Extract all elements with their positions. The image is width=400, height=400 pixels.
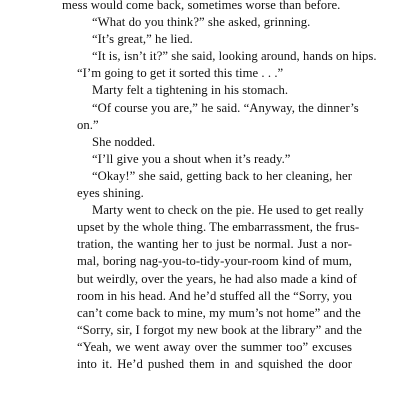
text-line: Marty felt a tightening in his stomach.	[92, 83, 289, 98]
text-line: “Okay!” she said, getting back to her cleaning, her	[92, 168, 352, 183]
text-line: “I’m going to get it sorted this time . . .”	[77, 66, 284, 81]
text-line: “Yeah, we went away over the summer too” excuses	[77, 339, 352, 354]
text-line: into it. He’d pushed them in and squished the door	[77, 356, 352, 371]
paragraph	[62, 168, 352, 202]
text-line: on.”	[77, 117, 99, 132]
text-line: but weirdly, over the years, he had also made a kind of	[77, 271, 357, 286]
paragraph	[62, 134, 352, 151]
paragraph	[62, 0, 352, 14]
paragraph	[62, 151, 352, 168]
text-line: She nodded.	[92, 134, 156, 149]
paragraph	[62, 202, 364, 373]
text-line: “Of course you are,” he said. “Anyway, the dinner’s	[92, 100, 359, 115]
text-line: Marty went to check on the pie. He used to get really	[92, 203, 364, 218]
paragraph	[62, 82, 352, 99]
book-page	[62, 0, 377, 373]
text-line: “It’s great,” he lied.	[92, 32, 193, 47]
paragraph	[62, 100, 359, 134]
text-line: “It is, isn’t it?” she said, looking around, hands on hips.	[92, 49, 377, 64]
text-line: “What do you think?” she asked, grinning.	[92, 15, 311, 30]
text-line: upset by the whole thing. The embarrassment, the frus-	[77, 220, 360, 235]
text-line: room in his head. And he’d stuffed all the “Sorry, you	[77, 288, 353, 303]
text-line: mess would come back, sometimes worse than before.	[62, 0, 341, 12]
paragraph	[62, 31, 352, 48]
text-line: “Sorry, sir, I forgot my new book at the library” and the	[77, 322, 362, 337]
text-line: mal, boring nag-you-to-tidy-your-room kind of mum,	[77, 254, 352, 269]
text-line: “I’ll give you a shout when it’s ready.”	[92, 151, 291, 166]
text-line: can’t come back to mine, my mum’s not home” and the	[77, 305, 361, 320]
text-line: eyes shining.	[77, 186, 144, 201]
paragraph	[62, 14, 352, 31]
paragraph	[62, 48, 377, 82]
text-line: tration, the wanting her to just be normal. Just a nor-	[77, 237, 352, 252]
